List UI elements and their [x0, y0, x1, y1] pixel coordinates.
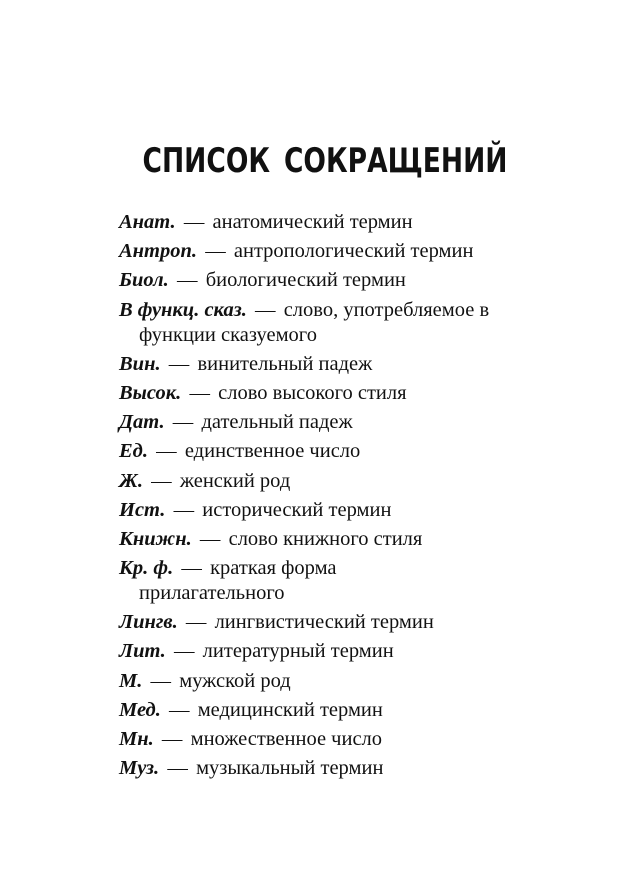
abbreviation-list [119, 210, 589, 785]
abbreviation-entry [119, 669, 589, 694]
abbreviation-meaning: женский род [179, 469, 291, 492]
abbreviation-meaning: антропологический термин [233, 240, 474, 263]
abbreviation-entry [119, 756, 589, 781]
abbreviation-meaning: единственное число [184, 440, 361, 463]
entry-dash: — [177, 269, 198, 292]
abbreviation-meaning: краткая форма прилагательного [139, 557, 337, 605]
abbreviation-term: Антроп. [119, 240, 198, 263]
abbreviation-term: Ист. [119, 498, 166, 521]
abbreviation-entry [119, 527, 589, 552]
abbreviation-entry [119, 498, 589, 523]
abbreviation-meaning: множественное число [190, 728, 383, 750]
abbreviation-entry [119, 381, 589, 406]
abbreviation-term: Ж. [119, 469, 143, 492]
entry-dash: — [151, 469, 172, 492]
entry-dash: — [169, 698, 190, 721]
entry-dash: — [172, 411, 194, 434]
entry-dash: — [205, 240, 226, 263]
entry-dash: — [189, 381, 210, 404]
abbreviation-term: Вин. [119, 352, 161, 375]
abbreviation-term: Лит. [119, 640, 166, 663]
abbreviation-meaning: слово, употребляемое в функции сказуемого [139, 298, 490, 346]
abbreviation-term: Дат. [119, 411, 165, 434]
abbreviation-entry [119, 410, 589, 435]
abbreviation-term: Кр. ф. [119, 557, 174, 580]
abbreviation-term: В функц. сказ. [119, 298, 247, 321]
entry-dash: — [161, 728, 183, 750]
abbreviation-term: Мн. [119, 728, 154, 750]
abbreviation-term: Ед. [119, 440, 148, 463]
abbreviation-entry [119, 239, 589, 264]
abbreviation-meaning: литературный термин [202, 640, 394, 663]
entry-dash: — [173, 498, 195, 521]
abbreviation-term: М. [119, 669, 143, 692]
entry-dash: — [173, 640, 195, 663]
entry-dash: — [199, 527, 221, 550]
abbreviation-term: Мед. [119, 698, 161, 721]
abbreviation-entry [119, 352, 589, 377]
abbreviation-meaning: музыкальный термин [196, 757, 384, 780]
abbreviation-term: Анат. [119, 211, 176, 233]
abbreviation-entry [119, 698, 589, 723]
abbreviation-entry [119, 727, 589, 752]
abbreviation-entry [119, 298, 549, 348]
abbreviation-meaning: биологический термин [205, 269, 406, 292]
entry-dash: — [181, 557, 202, 580]
entry-dash: — [168, 352, 190, 375]
abbreviation-entry [119, 639, 589, 664]
abbreviation-entry [119, 469, 589, 494]
abbreviation-term: Муз. [119, 757, 160, 780]
abbreviation-term: Высок. [119, 381, 182, 404]
abbreviation-entry [119, 610, 589, 635]
abbreviation-term: Книжн. [119, 527, 192, 550]
abbreviation-entry [119, 439, 589, 464]
page-title: СПИСОК СОКРАЩЕНИЙ [142, 141, 508, 181]
abbreviation-meaning: исторический термин [202, 498, 392, 521]
entry-dash: — [185, 611, 207, 634]
entry-dash: — [255, 298, 276, 321]
abbreviation-entry [119, 268, 589, 293]
abbreviation-meaning: винительный падеж [197, 352, 373, 375]
abbreviation-meaning: анатомический термин [212, 211, 413, 233]
abbreviation-term: Лингв. [119, 611, 178, 634]
abbreviation-meaning: слово высокого стиля [218, 381, 407, 404]
abbreviation-entry [119, 556, 399, 606]
abbreviation-meaning: дательный падеж [201, 411, 353, 434]
abbreviation-meaning: лингвистический термин [214, 611, 434, 634]
entry-dash: — [183, 211, 205, 233]
abbreviation-term: Биол. [119, 269, 169, 292]
abbreviation-meaning: слово книжного стиля [228, 527, 423, 550]
abbreviation-meaning: медицинский термин [197, 698, 383, 721]
entry-dash: — [150, 669, 172, 692]
abbreviation-meaning: мужской род [179, 669, 291, 692]
abbreviation-entry [119, 210, 559, 235]
entry-dash: — [156, 440, 177, 463]
entry-dash: — [167, 757, 188, 780]
